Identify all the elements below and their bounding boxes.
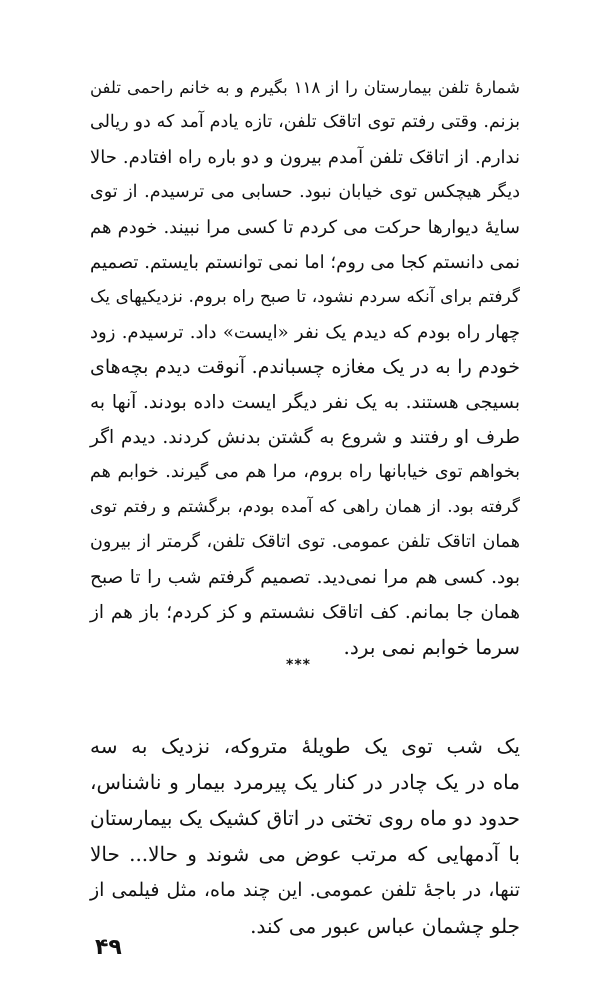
text-line: همان اتاقک تلفن عمومی. توی اتاقک تلفن، گرمتر از بیرون — [90, 532, 520, 552]
text-line: با آدمهایی که مرتب عوض می شوند و حالا... حالا — [90, 842, 520, 866]
text-line: بسیجی هستند. به یک نفر دیگر ایست داده بودند. آنها به — [90, 392, 520, 413]
text-line: شمارهٔ تلفن بیمارستان را از ۱۱۸ بگیرم و به خانم راحمی تلفن — [90, 78, 520, 97]
text-line: خودم را به در یک مغازه چسباندم. آنوقت دیدم بچه‌های — [90, 356, 520, 378]
text-line: تنها، در باجهٔ تلفن عمومی. این چند ماه، مثل فیلمی از — [90, 879, 520, 901]
text-line: یک شب توی یک طویلهٔ متروکه، نزدیک به سه — [90, 734, 520, 758]
text-line: بود. کسی هم مرا نمی‌دید. تصمیم گرفتم شب را تا صبح — [90, 567, 520, 588]
text-line: همان جا بمانم. کف اتاقک نشستم و کز کردم؛ باز هم از — [90, 602, 520, 623]
text-line: بخواهم توی خیابانها راه بروم، مرا هم می گیرند. خوابم هم — [90, 462, 520, 482]
page-number: ۴۹ — [95, 935, 122, 960]
text-line: چهار راه بودم که دیدم یک نفر «ایست» داد. ترسیدم. زود — [90, 322, 520, 343]
section-separator: *** — [286, 657, 311, 673]
text-line: نمی دانستم کجا می روم؛ اما نمی توانستم بایستم. تصمیم — [90, 252, 520, 273]
text-line: جلو چشمان عباس عبور می کند. — [250, 914, 520, 938]
text-line: دیگر هیچکس توی خیابان نبود. حسابی می ترسیدم. از توی — [90, 182, 520, 202]
text-line: حدود دو ماه روی تختی در اتاق کشیک یک بیمارستان — [90, 806, 520, 830]
text-line: سرما خوابم نمی برد. — [343, 635, 520, 659]
text-line: سایهٔ دیوارها حرکت می کردم تا کسی مرا نبیند. خودم هم — [90, 217, 520, 238]
paragraph-2 — [90, 728, 520, 944]
text-line: بزنم. وقتی رفتم توی اتاقک تلفن، تازه یادم آمد که دو ریالی — [90, 112, 520, 132]
paragraph-1 — [90, 70, 520, 665]
text-line: ماه در یک چادر در کنار یک پیرمرد بیمار و ناشناس، — [90, 770, 520, 794]
text-line: گرفتم برای آنکه سردم نشود، تا صبح راه بروم. نزدیکیهای یک — [90, 287, 520, 307]
text-line: ندارم. از اتاقک تلفن آمدم بیرون و دو باره راه افتادم. حالا — [90, 147, 520, 168]
text-line: گرفته بود. از همان راهی که آمده بودم، برگشتم و رفتم توی — [90, 497, 520, 517]
text-line: طرف او رفتند و شروع به گشتن بدنش کردند. دیدم اگر — [90, 427, 520, 448]
